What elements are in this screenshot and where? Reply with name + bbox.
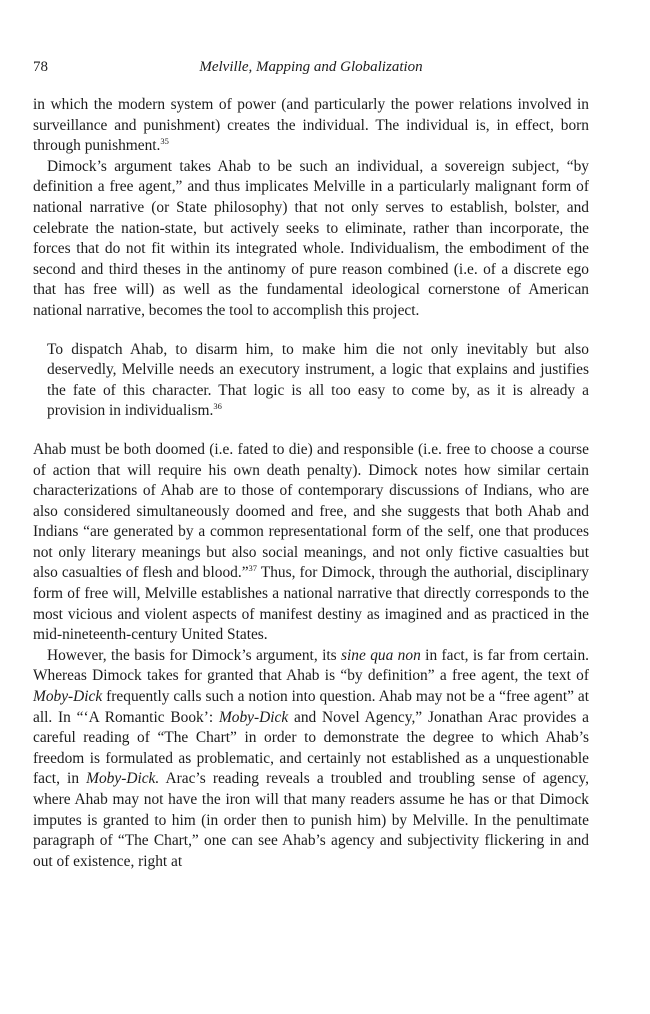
block-quote <box>47 340 589 422</box>
paragraph-ahab-doomed <box>33 440 589 646</box>
text-run: Thus, for Dimock, through the authorial, disciplinary form of free will, Melville establishes a national narrative that directly corresponds to the most vicious and violent aspects of manifest destiny as imagined and as practiced in the mid-nineteenth-century United States. <box>33 564 589 644</box>
text-run: Arac’s reading reveals a troubled and troubling sense of agency, where Ahab may not have the iron will that many readers assume he has or that Dimock imputes is granted to him (in order then to punish him) by Melville. In the penultimate paragraph of “The Chart,” one can see Ahab’s agency and subjectivity flickering in and out of existence, right at <box>33 770 589 870</box>
text-run: Ahab must be both doomed (i.e. fated to die) and responsible (i.e. free to choose a course of action that will require his own death penalty). Dimock notes how similar certain characterizations of Ahab are to those of contemporary discussions of Indians, who are also considered simultaneously doomed and free, and she suggests that both Ahab and Indians “are generated by a common representational form of the self, one that produces not only literary meanings but also social meanings, and not only fictive casualties but also casualties of flesh and blood.” <box>33 440 589 582</box>
footnote-ref: 36 <box>213 401 222 412</box>
text-run: However, the basis for Dimock’s argument, its <box>47 646 342 664</box>
paragraph-continued <box>33 95 589 157</box>
footnote-ref: 35 <box>160 136 169 147</box>
running-head <box>33 57 589 77</box>
running-title: Melville, Mapping and Globalization <box>199 59 423 75</box>
text-run: frequently calls such a notion into question. Ahab may not be a “free agent” at all. In “‘A Romantic Book’: <box>33 688 589 726</box>
italic-title: Moby-Dick. <box>86 770 160 788</box>
italic-title: sine qua non <box>341 646 421 664</box>
text-run: in which the modern system of power (and particularly the power relations involved in surveillance and punishment) creates the individual. The individual is, in effect, born through punishment. <box>33 96 589 155</box>
paragraph-however <box>33 646 589 873</box>
body-text <box>33 95 589 872</box>
text-run: To dispatch Ahab, to disarm him, to make him die not only inevitably but also deservedly, Melville needs an executory instrument, a logic that explains and justifies the fate of this character. That logic is all too easy to come by, as it is already a provision in individualism. <box>47 340 589 420</box>
text-run: in fact, is far from certain. Whereas Dimock takes for granted that Ahab is “by definition” a free agent, the text of <box>33 646 590 685</box>
italic-title: Moby-Dick <box>33 688 103 706</box>
italic-title: Moby-Dick <box>218 708 289 726</box>
footnote-ref: 37 <box>248 563 258 574</box>
paragraph-dimock-argument <box>33 157 589 322</box>
text-run: and Novel Agency,” Jonathan Arac provides a careful reading of “The Chart” in order to demonstrate the degree to which Ahab’s freedom is formulated as problematic, and certainly not established as a unquestionable fact, in <box>33 708 589 788</box>
page-number: 78 <box>33 59 48 75</box>
text-run: Dimock’s argument takes Ahab to be such an individual, a sovereign subject, “by definition a free agent,” and thus implicates Melville in a particularly malignant form of national narrative (or State philosophy) that not only serves to establish, bolster, and celebrate the nation-state, but actively seeks to eliminate, rather than incorporate, the forces that do not fit within its integrated whole. Individualism, the embodiment of the second and third theses in the antinomy of pure reason combined (i.e. of a discrete ego that has free will) as well as the fundamental ideological cornerstone of American national narrative, becomes the tool to accomplish this project. <box>33 157 589 319</box>
